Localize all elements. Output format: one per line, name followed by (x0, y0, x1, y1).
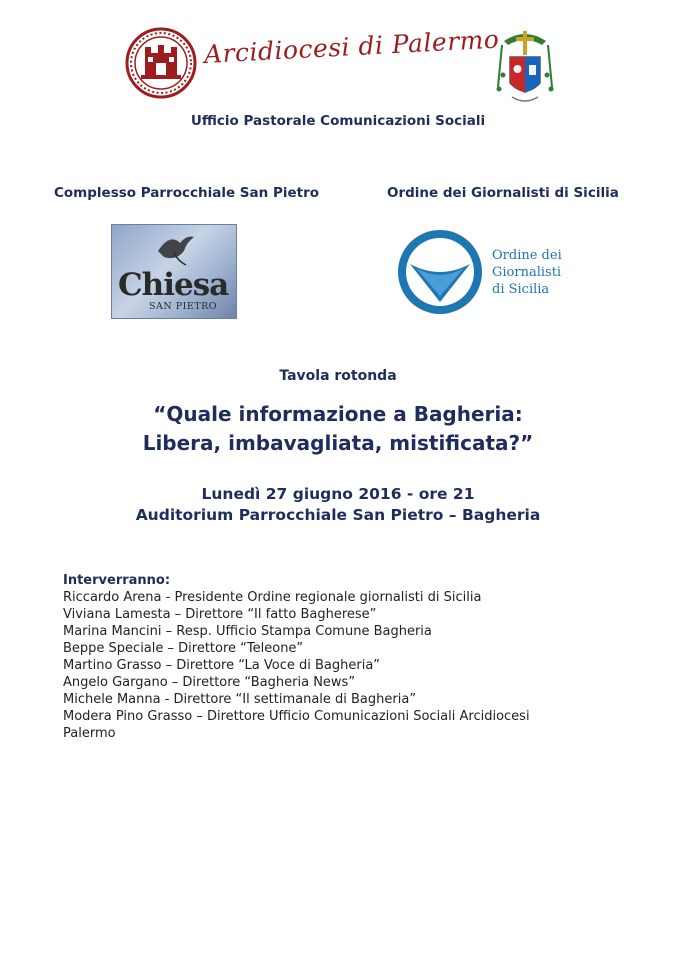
event-type: Tavola rotonda (279, 368, 397, 384)
speakers-list (63, 572, 530, 742)
headline-line: “Quale informazione a Bagheria: (153, 402, 523, 426)
speaker-item: Angelo Gargano – Direttore “Bagheria News” (63, 675, 356, 690)
speakers-label: Interverranno: (63, 573, 171, 588)
speaker-item: Riccardo Arena - Presidente Ordine regionale giornalisti di Sicilia (63, 590, 482, 605)
event-when-where (0, 484, 676, 526)
speaker-item: Martino Grasso – Direttore “La Voce di Bagheria” (63, 658, 381, 673)
organizer-journalists-order: Ordine dei Giornalisti di Sicilia (387, 185, 619, 201)
office-name: Ufficio Pastorale Comunicazioni Sociali (190, 113, 486, 129)
dove-icon (156, 231, 196, 267)
ordine-logo-line: di Sicilia (492, 282, 550, 297)
ordine-logo-line: Giornalisti (492, 265, 562, 280)
chiesa-san-pietro-logo (111, 224, 237, 319)
headline-line: Libera, imbavagliata, mistificata?” (142, 431, 534, 455)
speaker-item: Michele Manna - Direttore “Il settimanale di Bagheria” (63, 692, 417, 707)
event-headline (0, 400, 676, 458)
chiesa-logo-word: Chiesa (118, 267, 229, 303)
event-venue: Auditorium Parrocchiale San Pietro – Bagheria (135, 506, 541, 524)
archdiocese-seal-icon (125, 27, 197, 99)
speaker-item: Palermo (63, 726, 116, 741)
archdiocese-title: Arcidiocesi di Palermo (203, 24, 501, 69)
event-date-time: Lunedì 27 giugno 2016 - ore 21 (201, 485, 475, 503)
coat-of-arms-icon (494, 27, 556, 109)
chiesa-logo-subtitle: SAN PIETRO (149, 301, 218, 312)
speaker-item: Beppe Speciale – Direttore “Teleone” (63, 641, 304, 656)
ordine-giornalisti-logo-icon (396, 228, 484, 316)
speaker-item: Marina Mancini – Resp. Ufficio Stampa Comune Bagheria (63, 624, 432, 639)
speaker-item: Viviana Lamesta – Direttore “Il fatto Bagherese” (63, 607, 377, 622)
speaker-item: Modera Pino Grasso – Direttore Ufficio Comunicazioni Sociali Arcidiocesi (63, 709, 530, 724)
ordine-logo-line: Ordine dei (492, 248, 562, 263)
ordine-logo-text (492, 247, 562, 298)
organizer-parish: Complesso Parrocchiale San Pietro (54, 185, 320, 201)
